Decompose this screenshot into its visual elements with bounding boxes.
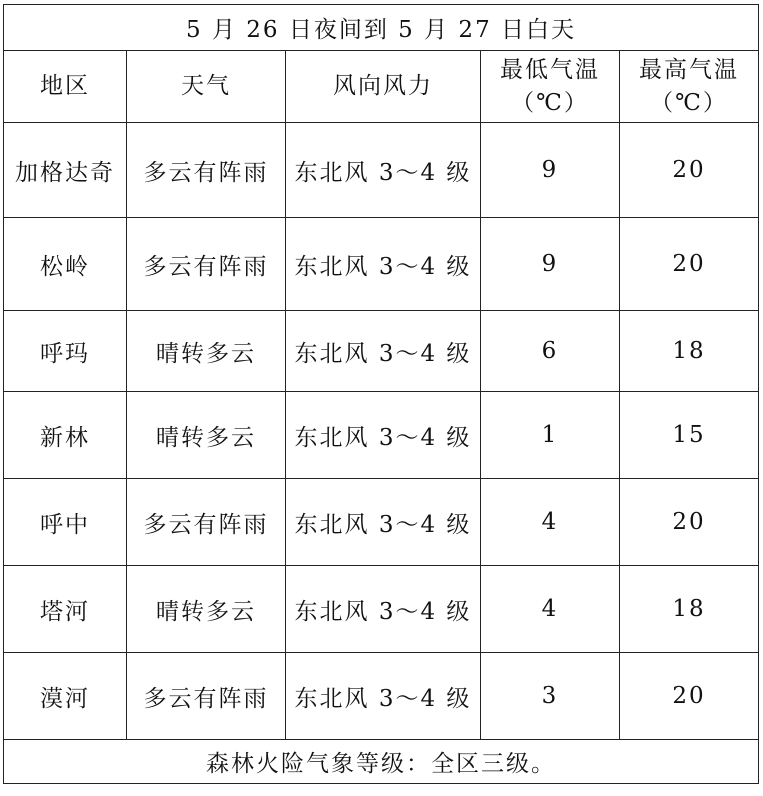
header-min-temp-label: 最低气温	[500, 56, 600, 83]
cell-max-temp: 20	[620, 653, 759, 740]
table-row	[4, 218, 759, 311]
cell-max-temp: 15	[620, 392, 759, 479]
cell-min-temp: 6	[481, 311, 620, 392]
cell-min-temp: 9	[481, 218, 620, 311]
footer-row	[4, 740, 759, 784]
header-wind: 风向风力	[286, 51, 481, 123]
cell-wind: 东北风 3～4 级	[286, 218, 481, 311]
cell-weather: 多云有阵雨	[127, 653, 286, 740]
cell-wind: 东北风 3～4 级	[286, 479, 481, 566]
header-max-temp-unit: （℃）	[650, 89, 728, 116]
header-region: 地区	[4, 51, 127, 123]
cell-weather: 多云有阵雨	[127, 123, 286, 218]
cell-region: 新林	[4, 392, 127, 479]
cell-wind: 东北风 3～4 级	[286, 311, 481, 392]
table-row	[4, 479, 759, 566]
cell-min-temp: 1	[481, 392, 620, 479]
header-max-temp-label: 最高气温	[639, 56, 740, 83]
forecast-table	[3, 4, 759, 784]
header-min-temp	[481, 51, 620, 123]
title-row	[4, 5, 759, 51]
cell-min-temp: 3	[481, 653, 620, 740]
cell-wind: 东北风 3～4 级	[286, 653, 481, 740]
cell-weather: 晴转多云	[127, 392, 286, 479]
table-row	[4, 311, 759, 392]
cell-max-temp: 18	[620, 311, 759, 392]
table-row	[4, 123, 759, 218]
cell-min-temp: 4	[481, 479, 620, 566]
cell-wind: 东北风 3～4 级	[286, 392, 481, 479]
cell-weather: 多云有阵雨	[127, 218, 286, 311]
cell-min-temp: 4	[481, 566, 620, 653]
cell-max-temp: 18	[620, 566, 759, 653]
cell-region: 加格达奇	[4, 123, 127, 218]
cell-region: 呼玛	[4, 311, 127, 392]
cell-max-temp: 20	[620, 218, 759, 311]
fire-risk-note: 森林火险气象等级：全区三级。	[4, 740, 759, 784]
cell-region: 呼中	[4, 479, 127, 566]
header-row	[4, 51, 759, 123]
cell-max-temp: 20	[620, 123, 759, 218]
cell-weather: 晴转多云	[127, 566, 286, 653]
table-row	[4, 653, 759, 740]
cell-min-temp: 9	[481, 123, 620, 218]
header-max-temp	[620, 51, 759, 123]
header-min-temp-unit: （℃）	[511, 89, 589, 116]
header-weather: 天气	[127, 51, 286, 123]
cell-wind: 东北风 3～4 级	[286, 123, 481, 218]
cell-region: 塔河	[4, 566, 127, 653]
cell-weather: 多云有阵雨	[127, 479, 286, 566]
table-title: 5 月 26 日夜间到 5 月 27 日白天	[4, 5, 759, 51]
cell-region: 松岭	[4, 218, 127, 311]
cell-wind: 东北风 3～4 级	[286, 566, 481, 653]
cell-weather: 晴转多云	[127, 311, 286, 392]
cell-max-temp: 20	[620, 479, 759, 566]
cell-region: 漠河	[4, 653, 127, 740]
table-row	[4, 566, 759, 653]
table-row	[4, 392, 759, 479]
